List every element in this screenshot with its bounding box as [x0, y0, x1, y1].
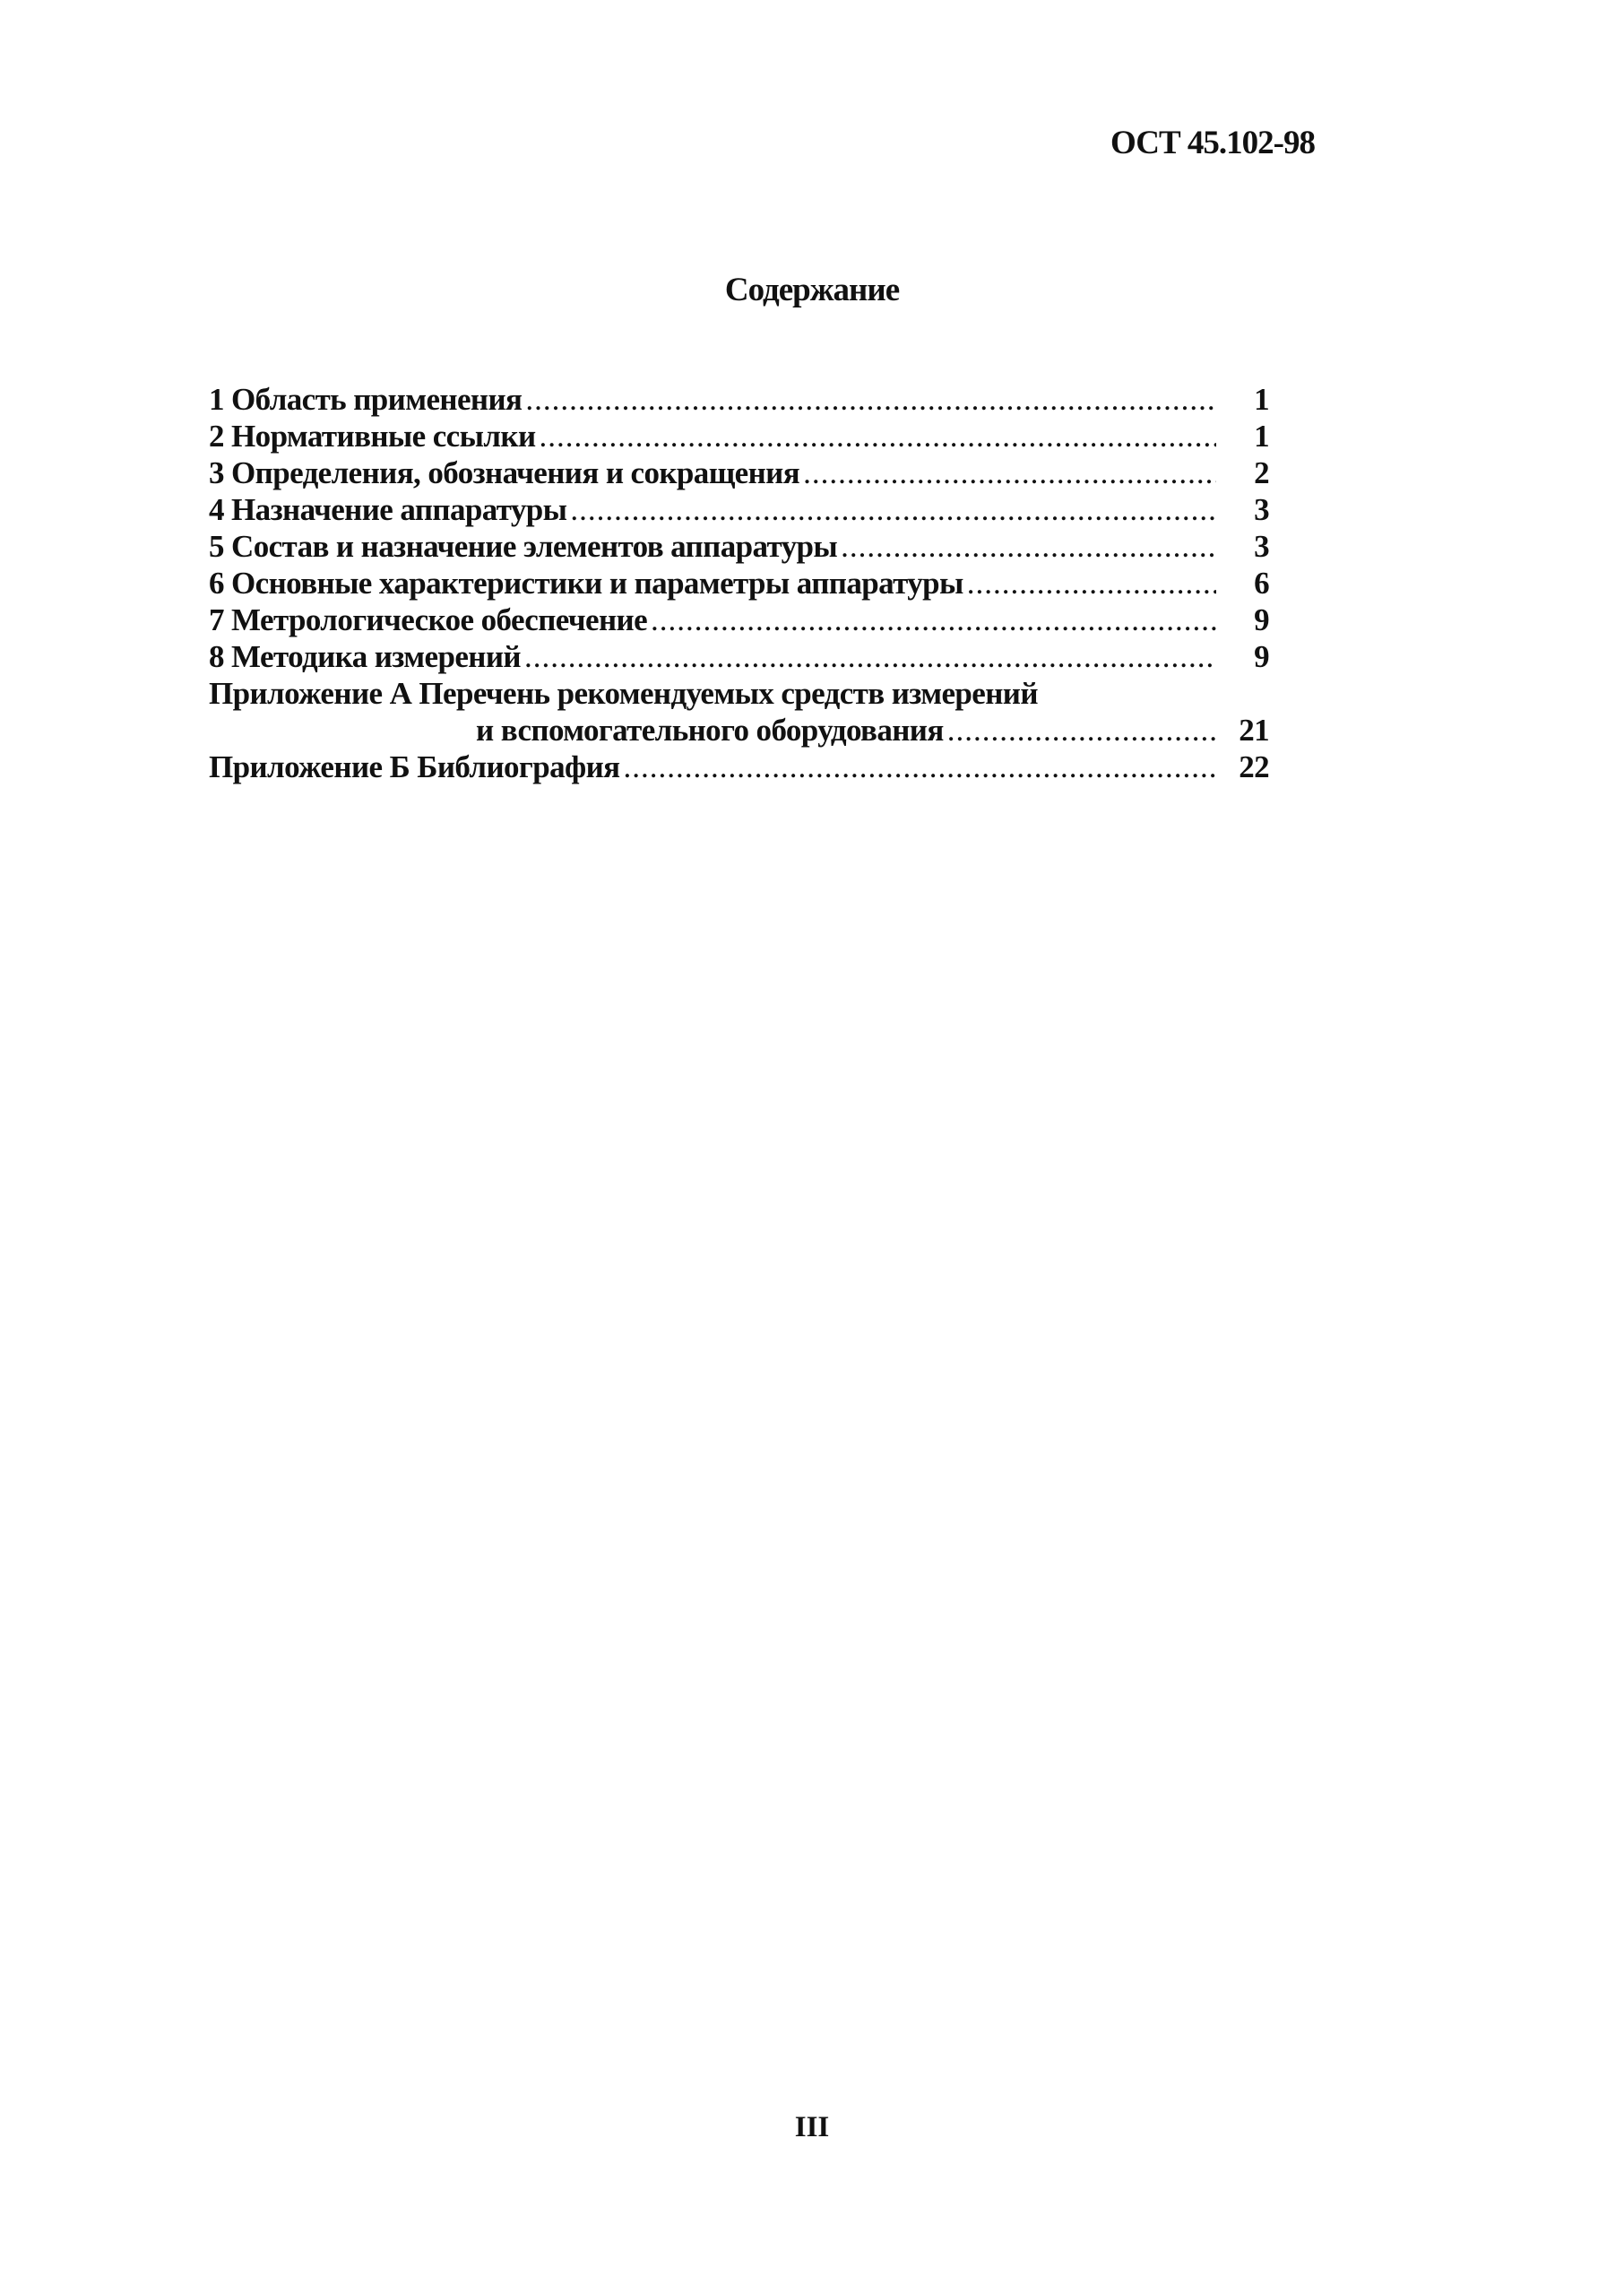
toc-entry-label: 7 Метрологическое обеспечение [209, 602, 648, 637]
toc-entry-label: 1 Область применения [209, 382, 523, 417]
toc-entry[interactable] [209, 381, 1269, 418]
toc-leader-dots [651, 602, 1216, 638]
toc-entry-page: 2 [1254, 455, 1269, 490]
toc-leader-dots [841, 528, 1216, 565]
toc-leader-dots [570, 491, 1216, 528]
toc-entry-page: 9 [1254, 639, 1269, 674]
toc-entry-label: 6 Основные характеристики и параметры аппаратуры [209, 566, 963, 601]
toc-entry-appendix-a[interactable] [209, 712, 1269, 749]
toc-entry-label: и вспомогательного оборудования [476, 713, 944, 748]
toc-leader-dots [947, 712, 1216, 749]
toc-entry[interactable] [209, 418, 1269, 454]
toc-entry-label: 8 Методика измерений [209, 639, 521, 674]
toc-entry-label: 3 Определения, обозначения и сокращения [209, 455, 800, 490]
toc-entry[interactable] [209, 565, 1269, 602]
toc-entry[interactable] [209, 528, 1269, 565]
toc-entry-page: 9 [1254, 602, 1269, 637]
toc-entry-page: 22 [1239, 749, 1269, 784]
toc-leader-dots [525, 381, 1216, 418]
toc-appendix-a-title[interactable]: Приложение А Перечень рекомендуемых средств измерений [209, 676, 1038, 711]
toc-entry[interactable] [209, 638, 1269, 675]
toc-entry-label: Приложение Б Библиография [209, 749, 620, 784]
toc-leader-dots [803, 454, 1216, 491]
toc-entry-page: 3 [1254, 529, 1269, 564]
toc-entry-label: 5 Состав и назначение элементов аппаратуры [209, 529, 838, 564]
toc-entry-label: 4 Назначение аппаратуры [209, 492, 567, 527]
toc-leader-dots [524, 638, 1216, 675]
toc-entry-page: 1 [1254, 382, 1269, 417]
document-code: ОСТ 45.102-98 [1110, 125, 1315, 161]
page-number: III [794, 2111, 830, 2143]
toc-entry[interactable] [209, 491, 1269, 528]
toc-leader-dots [624, 749, 1217, 785]
toc-entry[interactable] [209, 602, 1269, 638]
toc-entry-page: 21 [1239, 713, 1269, 748]
table-of-contents [209, 381, 1269, 785]
toc-entry-page: 1 [1254, 419, 1269, 454]
toc-entry-page: 6 [1254, 566, 1269, 601]
toc-entry-label: 2 Нормативные ссылки [209, 419, 536, 454]
toc-leader-dots [540, 418, 1216, 454]
toc-leader-dots [967, 565, 1216, 602]
toc-title: Содержание [724, 272, 900, 308]
toc-entry-appendix-b[interactable] [209, 749, 1269, 785]
toc-entry[interactable] [209, 454, 1269, 491]
toc-entry-page: 3 [1254, 492, 1269, 527]
